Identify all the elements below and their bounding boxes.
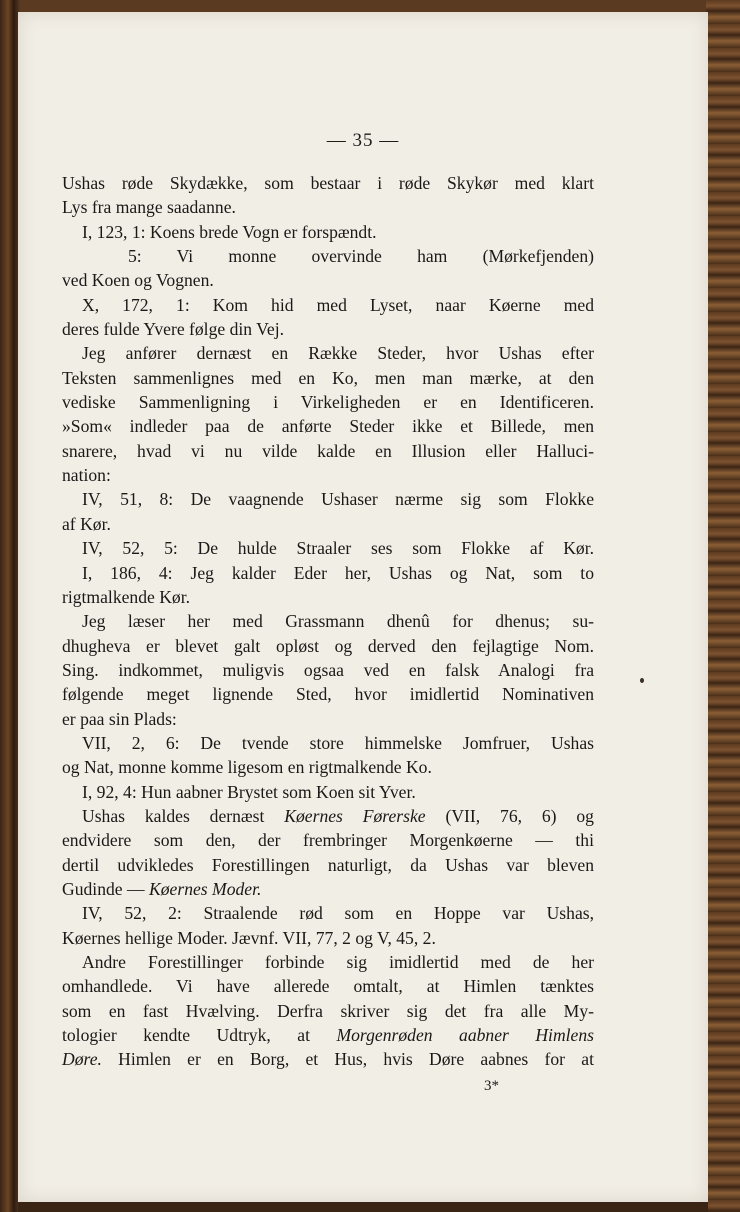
scan-bottom-edge bbox=[18, 1202, 708, 1212]
text-line: vediske Sammenligning i Virkeligheden er en Identificeren. bbox=[62, 392, 594, 413]
italic-term: Køernes Førerske bbox=[284, 805, 426, 826]
page-number-header: — 35 — bbox=[326, 130, 400, 151]
text-line: er paa sin Plads: bbox=[62, 708, 177, 729]
text-line-mixed bbox=[62, 804, 594, 828]
text-line: I, 186, 4: Jeg kalder Eder her, Ushas og Nat, som to bbox=[82, 562, 594, 583]
text-segment: tologier kendte Udtryk, at bbox=[62, 1025, 310, 1046]
text-line: som en fast Hvælving. Derfra skriver sig det fra alle My- bbox=[62, 1000, 594, 1021]
book-page bbox=[18, 12, 708, 1202]
ink-speck bbox=[640, 678, 644, 683]
text-line: deres fulde Yvere følge din Vej. bbox=[62, 319, 284, 340]
text-line: rigtmalkende Kør. bbox=[62, 586, 191, 607]
text-segment: (VII, 76, 6) og bbox=[445, 805, 594, 826]
text-line-mixed bbox=[62, 1023, 594, 1047]
text-line: af Kør. bbox=[62, 513, 111, 534]
text-line: snarere, hvad vi nu vilde kalde en Illusion eller Halluci- bbox=[62, 440, 594, 461]
text-line: »Som« indleder paa de anførte Steder ikke et Billede, men bbox=[62, 416, 594, 437]
text-line: ved Koen og Vognen. bbox=[62, 270, 214, 291]
text-line: IV, 52, 2: Straalende rød som en Hoppe var Ushas, bbox=[82, 903, 594, 924]
text-segment: Gudinde — bbox=[62, 878, 145, 899]
text-line: I, 123, 1: Koens brede Vogn er forspændt. bbox=[82, 221, 377, 242]
text-line: dertil udvikledes Forestillingen naturligt, da Ushas var bleven bbox=[62, 854, 594, 875]
text-line: omhandlede. Vi have allerede omtalt, at Himlen tænktes bbox=[62, 976, 594, 997]
text-line: nation: bbox=[62, 465, 111, 486]
text-line: X, 172, 1: Kom hid med Lyset, naar Køerne med bbox=[82, 294, 594, 315]
text-line: Teksten sammenlignes med en Ko, men man mærke, at den bbox=[62, 367, 594, 388]
text-line: og Nat, monne komme ligesom en rigtmalkende Ko. bbox=[62, 757, 432, 778]
text-line: IV, 52, 5: De hulde Straaler ses som Flokke af Kør. bbox=[82, 538, 594, 559]
text-line: Jeg læser her med Grassmann dhenû for dhenus; su- bbox=[82, 611, 594, 632]
text-segment: Ushas kaldes dernæst bbox=[82, 805, 265, 826]
text-line: Sing. indkommet, muligvis ogsaa ved en falsk Analogi fra bbox=[62, 659, 594, 680]
text-line: dhugheva er blevet galt opløst og derved den fejlagtige Nom. bbox=[62, 635, 594, 656]
text-line: IV, 51, 8: De vaagnende Ushaser nærme sig som Flokke bbox=[82, 489, 594, 510]
text-line: endvidere som den, der frembringer Morgenkøerne — thi bbox=[62, 830, 594, 851]
signature-mark: 3* bbox=[484, 1078, 499, 1094]
text-line: VII, 2, 6: De tvende store himmelske Jomfruer, Ushas bbox=[82, 732, 594, 753]
text-segment: Himlen er en Borg, et Hus, hvis Døre aabnes for at bbox=[118, 1049, 594, 1070]
text-line: Køernes hellige Moder. Jævnf. VII, 77, 2 og V, 45, 2. bbox=[62, 927, 436, 948]
italic-term: Døre. bbox=[62, 1049, 102, 1070]
text-line: 5: Vi monne overvinde ham (Mørkefjenden) bbox=[128, 246, 594, 267]
text-line-mixed bbox=[62, 1047, 594, 1071]
italic-term: Morgenrøden aabner Himlens bbox=[336, 1025, 594, 1046]
text-line: I, 92, 4: Hun aabner Brystet som Koen sit Yver. bbox=[82, 781, 416, 802]
body-text bbox=[62, 171, 594, 1072]
italic-term: Køernes Moder. bbox=[149, 878, 262, 899]
text-line: Ushas røde Skydække, som bestaar i røde Skykør med klart bbox=[62, 173, 594, 193]
text-line-mixed bbox=[62, 877, 594, 901]
text-line: Jeg anfører dernæst en Række Steder, hvor Ushas efter bbox=[82, 343, 594, 364]
text-line: følgende meget lignende Sted, hvor imidlertid Nominativen bbox=[62, 684, 594, 705]
text-line: Andre Forestillinger forbinde sig imidlertid med de her bbox=[82, 952, 594, 972]
text-line: Lys fra mange saadanne. bbox=[62, 197, 236, 218]
book-page-edges bbox=[706, 0, 740, 1212]
